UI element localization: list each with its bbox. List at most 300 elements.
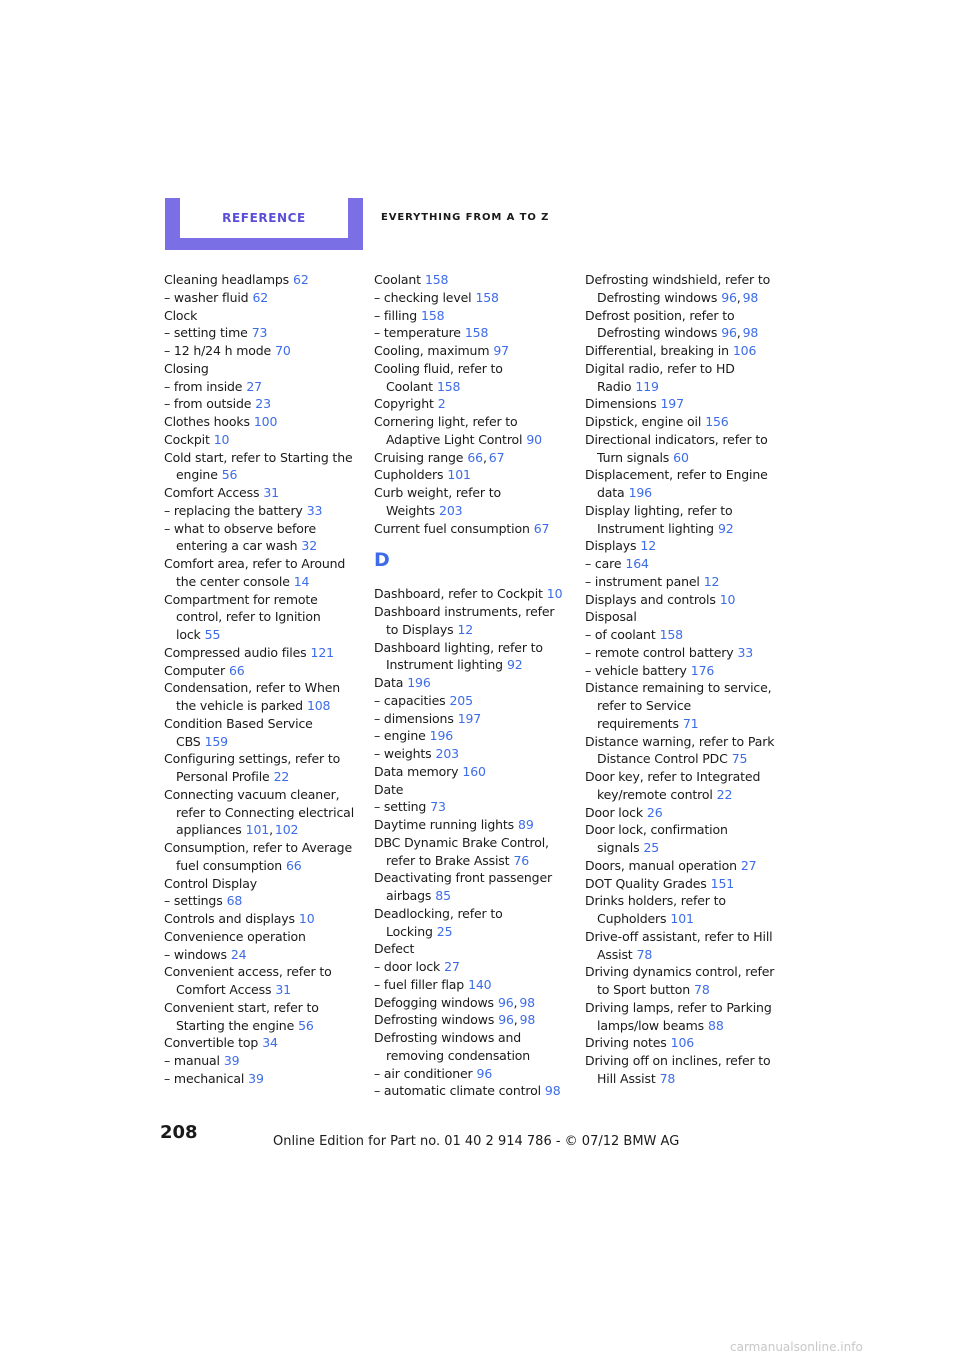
page-ref-link[interactable]: 33	[737, 644, 754, 660]
index-section-heading: D	[374, 549, 390, 572]
index-entry-text: Driving notes	[585, 1035, 667, 1051]
index-entry-text: – setting time	[164, 325, 248, 341]
index-entry	[164, 378, 354, 396]
index-entry	[374, 449, 566, 467]
page-ref-link[interactable]: 96	[476, 1065, 493, 1081]
page-ref-link[interactable]: 89	[518, 817, 534, 832]
index-entry	[164, 662, 354, 680]
page-ref-link[interactable]: 160	[462, 763, 486, 779]
index-entry-text: Convenient access, refer to Comfort Access	[164, 964, 332, 997]
index-entry	[374, 763, 566, 781]
section-tab-label-box	[180, 198, 348, 238]
index-entry-text: Differential, breaking in	[585, 343, 729, 358]
index-entry-text: Controls and displays	[164, 911, 295, 926]
page-ref-link[interactable]: 196	[407, 675, 431, 690]
index-entry-text: Cooling, maximum	[374, 343, 490, 358]
index-entry	[585, 626, 777, 644]
page-ref-link[interactable]: 176	[690, 662, 715, 678]
page-ref-link[interactable]: 108	[306, 698, 331, 713]
page-ref-link[interactable]: 119	[635, 378, 659, 394]
index-entry-text: Drive-off assistant, refer to Hill Assist	[585, 928, 773, 962]
index-entry-text: Dipstick, engine oil	[585, 414, 702, 429]
index-entry	[164, 928, 354, 946]
page-ref-link[interactable]: 14	[293, 573, 310, 589]
index-entry	[374, 940, 566, 958]
index-entry-text: – filling	[374, 307, 418, 323]
index-entry	[585, 591, 777, 609]
index-entry	[164, 892, 354, 910]
index-entry	[164, 1070, 354, 1088]
index-entry-text: Convertible top	[164, 1035, 259, 1051]
index-entry-text: Cupholders	[374, 467, 444, 483]
index-entry	[585, 999, 777, 1035]
index-entry-text: Convenient start, refer to Starting the engine	[164, 999, 319, 1033]
page-ref-link[interactable]: 67	[533, 520, 550, 536]
index-entry	[585, 733, 777, 769]
page-ref-link[interactable]: 100	[253, 414, 278, 429]
page-ref-link[interactable]: 88	[708, 1017, 724, 1033]
index-entry	[374, 1011, 566, 1029]
page-ref-link[interactable]: 66	[467, 449, 483, 465]
index-entry-text: Closing	[164, 360, 209, 376]
page-ref-link[interactable]: 26	[646, 804, 663, 820]
page-ref-link[interactable]: 10	[719, 591, 736, 607]
index-entry	[374, 324, 566, 342]
index-entry-text: Door lock	[585, 804, 643, 820]
page-ref-link[interactable]: 158	[436, 378, 461, 394]
index-entry	[374, 466, 566, 484]
index-entry-text: Driving lamps, refer to Parking lamps/low beams	[585, 999, 772, 1033]
footer-edition-note: Online Edition for Part no. 01 40 2 914 786 - © 07/12 BMW AG	[273, 1134, 680, 1149]
page-ref-link[interactable]: 56	[298, 1017, 314, 1033]
page-ref-link[interactable]: 158	[421, 307, 445, 323]
page-ref-link[interactable]: 68	[226, 893, 243, 909]
page-ref-link[interactable]: 98	[519, 1012, 536, 1028]
chapter-title: EVERYTHING FROM A TO Z	[381, 212, 550, 223]
index-entry	[374, 639, 566, 675]
index-entry-text: DBC Dynamic Brake Control, refer to Brake Assist	[374, 834, 549, 868]
page-ref-link[interactable]: 85	[435, 888, 451, 903]
index-entry-text: – dimensions	[374, 710, 454, 726]
page-ref-link[interactable]: 158	[464, 325, 489, 341]
page-ref-link[interactable]: 60	[673, 449, 689, 465]
index-entry-text: Door key, refer to Integrated key/remote control	[585, 769, 761, 802]
index-entry-text: Condensation, refer to When the vehicle is parked	[164, 680, 341, 713]
index-entry-text: Dashboard instruments, refer to Displays	[374, 604, 555, 637]
index-entry-text: – fuel filler flap	[374, 976, 465, 992]
index-entry-text: Comfort area, refer to Around the center console	[164, 556, 346, 589]
page-ref-link[interactable]: 25	[436, 923, 453, 939]
index-entry	[374, 869, 566, 905]
index-entry-text: – of coolant	[585, 627, 656, 642]
index-entry	[585, 395, 777, 413]
index-entry-text: – checking level	[374, 289, 472, 305]
index-entry-text: Compartment for remote control, refer to Ignition lock	[164, 591, 321, 642]
index-entry	[585, 644, 777, 662]
index-entry-text: Driving off on inclines, refer to Hill Assist	[585, 1053, 771, 1086]
index-entry-text: Defrosting windshield, refer to Defrosting windows	[585, 272, 771, 305]
index-entry-text: – windows	[164, 946, 227, 962]
index-entry-text: Current fuel consumption	[374, 520, 530, 536]
index-entry-text: – setting	[374, 799, 427, 815]
index-entry	[374, 585, 566, 603]
page-ref-link[interactable]: 203	[439, 502, 463, 518]
page-ref-link[interactable]: 97	[493, 343, 509, 358]
index-entry	[374, 1082, 566, 1100]
index-entry-text: Copyright	[374, 396, 434, 412]
index-entry-text: – remote control battery	[585, 644, 734, 660]
page-ref-link[interactable]: 22	[716, 786, 733, 802]
page-ref-link[interactable]: 205	[449, 692, 473, 708]
page-ref-link[interactable]: 196	[628, 485, 652, 500]
page-ref-link[interactable]: 78	[694, 982, 710, 997]
index-entry	[374, 674, 566, 692]
page-ref-link[interactable]: 66	[286, 857, 302, 873]
index-entry	[585, 502, 777, 538]
index-entry	[585, 271, 777, 307]
index-entry-text: Drinks holders, refer to Cupholders	[585, 893, 726, 926]
index-entry-text: Cornering light, refer to Adaptive Light Control	[374, 414, 523, 447]
page-ref-link[interactable]: 27	[246, 378, 262, 394]
index-entry-text: – weights	[374, 746, 432, 761]
page-ref-link[interactable]: 2	[437, 396, 446, 412]
index-entry-text: – mechanical	[164, 1070, 245, 1086]
index-entry	[164, 910, 354, 928]
index-entry-text: Computer	[164, 662, 225, 678]
index-entry	[374, 271, 566, 289]
page-ref-link[interactable]: 96	[497, 994, 514, 1010]
index-entry	[164, 1034, 354, 1052]
page-ref-link[interactable]: 101	[670, 911, 694, 926]
page-ref-link[interactable]: 164	[625, 556, 649, 571]
page-ref-link[interactable]: 25	[643, 840, 660, 855]
page-ref-link[interactable]: 10	[213, 431, 230, 447]
index-entry-text: Daytime running lights	[374, 817, 515, 832]
page-ref-link[interactable]: 92	[506, 657, 523, 673]
page-ref-link[interactable]: 92	[717, 520, 734, 536]
index-entry-text: Data	[374, 675, 404, 690]
index-entry	[585, 875, 777, 893]
index-entry-text: Clothes hooks	[164, 414, 250, 429]
index-entry	[164, 449, 354, 485]
index-entry	[585, 857, 777, 875]
index-entry	[164, 324, 354, 342]
index-entry-text: Dashboard, refer to Cockpit	[374, 586, 543, 602]
index-entry-text: DOT Quality Grades	[585, 875, 707, 891]
index-entry-text: Doors, manual operation	[585, 857, 737, 873]
index-entry-text: Connecting vacuum cleaner, refer to Connecting electrical appliances	[164, 786, 355, 838]
page-ref-link[interactable]: 62	[293, 272, 309, 287]
index-entry-text: Cold start, refer to Starting the engine	[164, 449, 353, 483]
index-entry	[374, 520, 566, 538]
index-entry-text: Defogging windows	[374, 994, 494, 1010]
watermark: carmanualsonline.info	[730, 1340, 863, 1354]
index-entry	[585, 679, 777, 732]
page-ref-link[interactable]: 10	[298, 911, 315, 926]
index-entry	[374, 289, 566, 307]
page-ref-separator: ,	[513, 994, 518, 1010]
index-entry	[374, 727, 566, 745]
index-entry	[585, 892, 777, 928]
index-entry	[164, 750, 354, 786]
page-ref-link[interactable]: 98	[742, 289, 759, 305]
index-entry-text: – washer fluid	[164, 289, 249, 305]
index-entry	[374, 342, 566, 360]
index-column-3	[585, 271, 777, 1088]
index-entry-text: Disposal	[585, 609, 637, 625]
page-number: 208	[160, 1122, 198, 1143]
page-ref-separator: ,	[736, 325, 741, 341]
index-entry-text: Dimensions	[585, 396, 657, 412]
index-entry-text: Digital radio, refer to HD Radio	[585, 360, 735, 394]
index-entry-text: Defrosting windows	[374, 1012, 495, 1028]
index-entry-text: Deactivating front passenger airbags	[374, 870, 552, 903]
index-entry-text: – air conditioner	[374, 1065, 473, 1081]
index-entry	[164, 875, 354, 893]
page-ref-link[interactable]: 159	[204, 733, 228, 749]
index-entry	[164, 289, 354, 307]
page-ref-link[interactable]: 23	[255, 396, 271, 412]
index-entry	[164, 1052, 354, 1070]
index-entry	[585, 768, 777, 804]
index-entry	[164, 963, 354, 999]
index-entry	[585, 963, 777, 999]
index-entry	[585, 431, 777, 467]
index-entry-text: – what to observe before entering a car wash	[164, 520, 317, 554]
index-entry-text: Cruising range	[374, 449, 464, 465]
section-label: REFERENCE	[222, 211, 306, 225]
index-entry	[374, 360, 566, 396]
index-entry-text: – temperature	[374, 325, 461, 341]
index-entry	[374, 798, 566, 816]
index-entry	[374, 905, 566, 941]
index-entry	[164, 395, 354, 413]
index-entry-text: – instrument panel	[585, 573, 700, 589]
page-ref-link[interactable]: 67	[488, 449, 505, 465]
index-entry	[585, 662, 777, 680]
index-entry	[585, 360, 777, 396]
page-ref-link[interactable]: 151	[710, 875, 735, 891]
index-entry-text: Deadlocking, refer to Locking	[374, 905, 503, 939]
page-ref-link[interactable]: 196	[429, 728, 454, 744]
page-ref-link[interactable]: 156	[705, 414, 729, 429]
index-entry-text: Comfort Access	[164, 485, 260, 500]
index-entry	[374, 413, 566, 449]
page-ref-link[interactable]: 76	[513, 852, 530, 868]
index-entry-text: Cleaning headlamps	[164, 272, 290, 287]
index-entry-text: Control Display	[164, 875, 257, 891]
index-entry-text: Displays	[585, 538, 637, 554]
index-entry	[164, 271, 354, 289]
page-ref-link[interactable]: 197	[457, 710, 482, 726]
page-ref-link[interactable]: 27	[740, 857, 757, 873]
index-entry	[374, 1065, 566, 1083]
index-entry	[164, 715, 354, 751]
index-entry	[374, 994, 566, 1012]
index-entry	[374, 745, 566, 763]
page-ref-link[interactable]: 10	[546, 586, 563, 602]
index-entry	[374, 834, 566, 870]
index-entry	[585, 413, 777, 431]
index-column-1	[164, 271, 354, 1088]
page-ref-link[interactable]: 98	[519, 994, 535, 1010]
page-ref-link[interactable]: 158	[424, 272, 449, 287]
index-entry	[374, 395, 566, 413]
index-entry-text: Compressed audio files	[164, 644, 307, 660]
index-entry-text: Curb weight, refer to Weights	[374, 485, 501, 518]
page-ref-link[interactable]: 96	[721, 289, 737, 305]
page-ref-link[interactable]: 66	[228, 662, 245, 678]
index-entry-text: – care	[585, 556, 622, 571]
index-entry-text: Directional indicators, refer to Turn signals	[585, 431, 768, 465]
page-ref-link[interactable]: 33	[306, 502, 323, 518]
index-entry-text: Clock	[164, 307, 198, 323]
index-entry	[585, 804, 777, 822]
index-entry	[585, 608, 777, 626]
index-entry	[164, 502, 354, 520]
page-ref-link[interactable]: 31	[263, 485, 279, 500]
page-ref-separator: ,	[513, 1012, 518, 1028]
index-entry	[374, 692, 566, 710]
index-entry-text: Display lighting, refer to Instrument lighting	[585, 502, 733, 536]
index-entry-text: – capacities	[374, 692, 446, 708]
index-entry-text: – vehicle battery	[585, 662, 687, 678]
index-entry-text: – 12 h/24 h mode	[164, 343, 272, 358]
page-ref-link[interactable]: 22	[273, 769, 290, 784]
page-ref-link[interactable]: 73	[251, 325, 268, 341]
page-ref-link[interactable]: 73	[430, 799, 446, 815]
page-ref-link[interactable]: 12	[640, 538, 656, 554]
index-entry	[164, 431, 354, 449]
index-entry	[585, 466, 777, 502]
page-ref-link[interactable]: 101	[245, 822, 270, 838]
page-ref-link[interactable]: 78	[659, 1070, 676, 1086]
page-ref-link[interactable]: 55	[204, 627, 221, 642]
page-ref-separator: ,	[736, 289, 741, 305]
index-entry-text: Defrost position, refer to Defrosting windows	[585, 307, 735, 341]
index-entry-text: – settings	[164, 893, 223, 909]
page-ref-link[interactable]: 158	[475, 289, 499, 305]
index-entry	[164, 484, 354, 502]
index-entry	[585, 555, 777, 573]
index-entry	[585, 307, 777, 343]
index-entry-text: – engine	[374, 728, 426, 744]
index-column-2	[374, 271, 566, 1100]
index-entry-text: – replacing the battery	[164, 502, 303, 518]
page-ref-link[interactable]: 90	[526, 431, 542, 447]
page-ref-link[interactable]: 75	[731, 751, 748, 767]
index-entry-text: Cockpit	[164, 431, 210, 447]
index-entry	[164, 644, 354, 662]
index-entry-text: – manual	[164, 1053, 220, 1068]
page-ref-link[interactable]: 62	[252, 289, 269, 305]
index-entry	[164, 307, 354, 325]
index-entry-text: Data memory	[374, 763, 459, 779]
page-ref-link[interactable]: 197	[660, 396, 684, 412]
index-entry-text: Condition Based Service CBS	[164, 715, 313, 749]
index-entry	[374, 307, 566, 325]
index-entry-text: Consumption, refer to Average fuel consumption	[164, 840, 352, 873]
index-entry	[164, 679, 354, 715]
page-ref-link[interactable]: 24	[230, 946, 247, 962]
page-ref-link[interactable]: 12	[703, 573, 720, 589]
index-entry	[374, 1029, 566, 1065]
page-ref-link[interactable]: 158	[659, 627, 683, 642]
page-ref-link[interactable]: 34	[262, 1035, 278, 1051]
index-entry-text: Coolant	[374, 272, 421, 287]
page-ref-link[interactable]: 96	[498, 1012, 514, 1028]
index-entry-text: Distance remaining to service, refer to Service requirements	[585, 680, 772, 731]
page-ref-link[interactable]: 121	[310, 644, 334, 660]
index-entry-text: Distance warning, refer to Park Distance Control PDC	[585, 733, 775, 767]
index-entry	[164, 839, 354, 875]
page-ref-link[interactable]: 39	[223, 1053, 240, 1068]
page-ref-link[interactable]: 27	[444, 959, 460, 974]
index-entry-text: Date	[374, 781, 404, 797]
index-entry-text: Dashboard lighting, refer to Instrument lighting	[374, 639, 543, 673]
index-entry	[164, 520, 354, 556]
index-entry	[585, 821, 777, 857]
page-ref-link[interactable]: 71	[682, 715, 699, 731]
index-entry-text: Driving dynamics control, refer to Sport button	[585, 964, 775, 997]
index-entry	[164, 786, 354, 839]
page-ref-link[interactable]: 98	[544, 1083, 561, 1099]
page-ref-link[interactable]: 39	[248, 1070, 264, 1086]
index-entry	[374, 484, 566, 520]
index-entry	[585, 573, 777, 591]
index-entry	[164, 946, 354, 964]
index-entry-text: Cooling fluid, refer to Coolant	[374, 360, 503, 394]
index-entry	[164, 413, 354, 431]
page-ref-link[interactable]: 31	[275, 982, 291, 997]
page-ref-link[interactable]: 78	[636, 946, 653, 962]
page-ref-link[interactable]: 56	[221, 467, 238, 483]
index-entry-text: Defrosting windows and removing condensation	[374, 1030, 531, 1063]
page-ref-separator: ,	[482, 449, 487, 465]
index-entry	[374, 958, 566, 976]
index-entry	[374, 781, 566, 799]
index-entry-text: Displays and controls	[585, 591, 716, 607]
index-entry	[164, 555, 354, 591]
index-entry	[585, 537, 777, 555]
page-ref-link[interactable]: 32	[301, 538, 318, 554]
page-ref-link[interactable]: 106	[670, 1035, 695, 1051]
page-ref-separator: ,	[269, 822, 273, 838]
page-ref-link[interactable]: 98	[742, 325, 759, 341]
index-entry-text: – from inside	[164, 378, 243, 394]
page-ref-link[interactable]: 96	[721, 325, 737, 341]
index-entry-text: Displacement, refer to Engine data	[585, 467, 768, 500]
index-entry-text: Configuring settings, refer to Personal Profile	[164, 751, 341, 784]
index-entry-text: Defect	[374, 941, 415, 957]
page-ref-link[interactable]: 140	[468, 976, 492, 992]
page-ref-link[interactable]: 101	[447, 467, 471, 483]
page-ref-link[interactable]: 70	[275, 343, 291, 358]
index-entry	[374, 976, 566, 994]
index-entry	[585, 928, 777, 964]
page-ref-link[interactable]: 106	[732, 343, 757, 358]
index-entry	[164, 360, 354, 378]
index-entry	[374, 603, 566, 639]
page-ref-link[interactable]: 203	[435, 746, 459, 761]
page-ref-link[interactable]: 102	[274, 822, 299, 838]
index-entry	[585, 342, 777, 360]
index-entry	[374, 710, 566, 728]
index-entry	[164, 999, 354, 1035]
index-entry-text: – door lock	[374, 959, 441, 974]
page-ref-link[interactable]: 12	[457, 621, 474, 637]
index-entry	[164, 591, 354, 644]
